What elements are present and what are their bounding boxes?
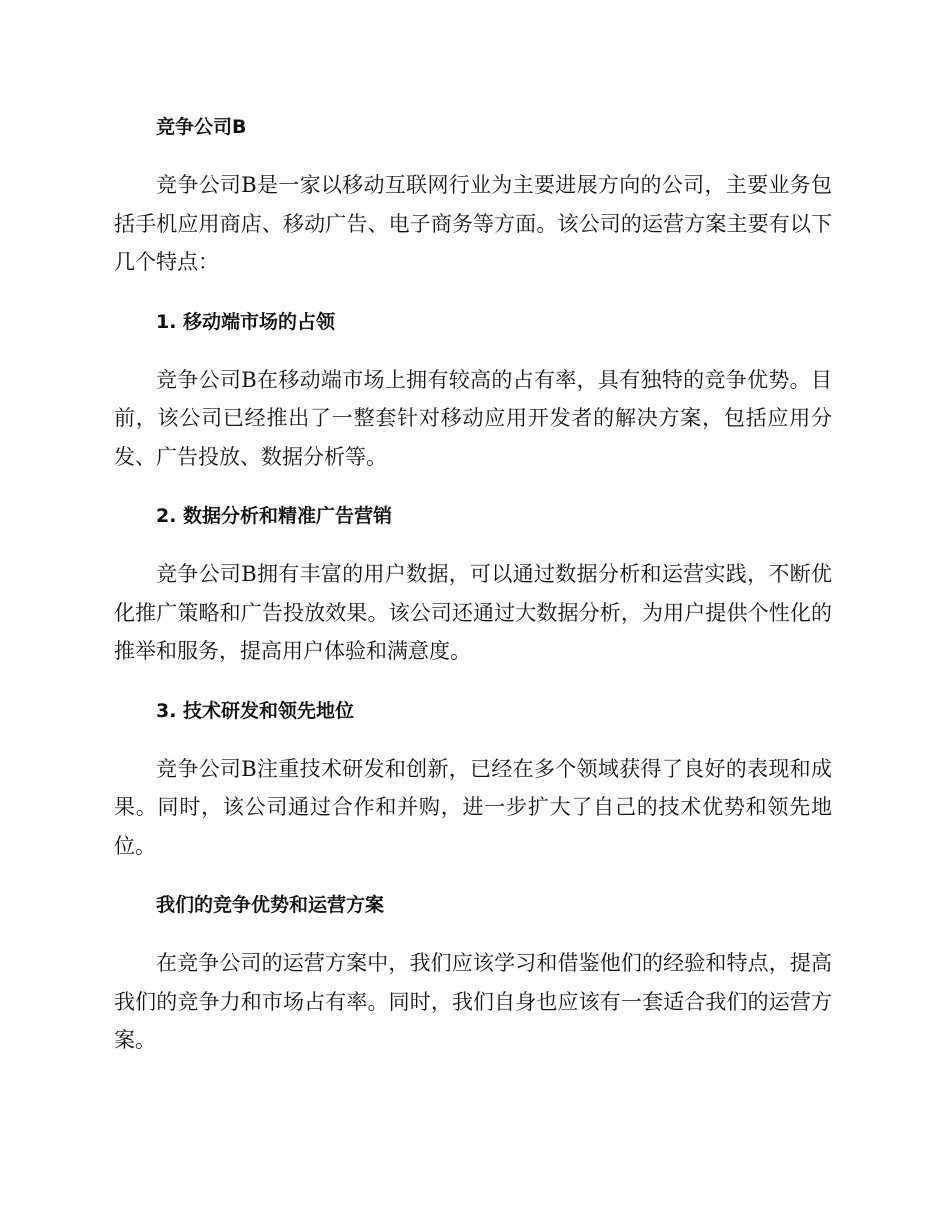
document-page: [114, 108, 832, 1060]
section-paragraph-data-analysis: 竞争公司B拥有丰富的用户数据，可以通过数据分析和运营实践，不断优化推广策略和广告投放效果。该公司还通过大数据分析，为用户提供个性化的推举和服务，提高用户体验和满意度。: [114, 562, 832, 663]
section-heading-our-advantage: 我们的竞争优势和运营方案: [156, 894, 385, 916]
section-paragraph-competitor-b: 竞争公司B是一家以移动互联网行业为主要进展方向的公司，主要业务包括手机应用商店、移动广告、电子商务等方面。该公司的运营方案主要有以下几个特点：: [114, 173, 832, 274]
section-paragraph-mobile-market: 竞争公司B在移动端市场上拥有较高的占有率，具有独特的竞争优势。目前，该公司已经推出了一整套针对移动应用开发者的解决方案，包括应用分发、广告投放、数据分析等。: [114, 367, 832, 469]
section-paragraph-tech-rd: 竞争公司B注重技术研发和创新，已经在多个领域获得了良好的表现和成果。同时，该公司通过合作和并购，进一步扩大了自己的技术优势和领先地位。: [114, 756, 832, 858]
section-heading-competitor-b: 竞争公司B: [156, 116, 247, 138]
section-heading-mobile-market: 1. 移动端市场的占领: [156, 310, 336, 333]
section-paragraph-our-advantage: 在竞争公司的运营方案中，我们应该学习和借鉴他们的经验和特点，提高我们的竞争力和市场占有率。同时，我们自身也应该有一套适合我们的运营方案。: [114, 951, 832, 1052]
section-heading-tech-rd: 3. 技术研发和领先地位: [156, 699, 355, 722]
section-heading-data-analysis: 2. 数据分析和精准广告营销: [156, 505, 393, 527]
